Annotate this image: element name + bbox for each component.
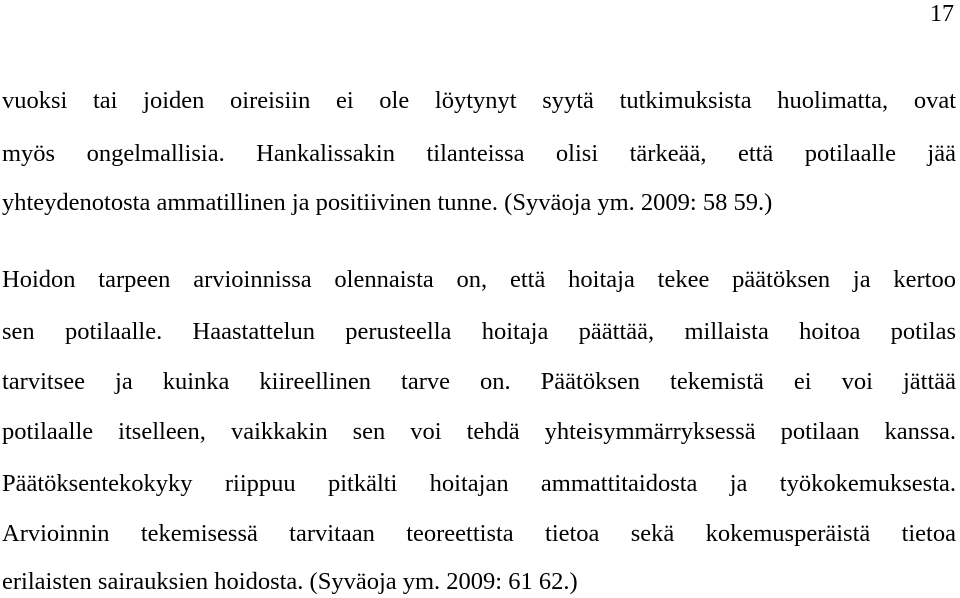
page-number: 17 xyxy=(930,1,954,27)
text-line: sen potilaalle. Haastattelun perusteella hoitaja päättää, millaista hoitoa potilas xyxy=(2,318,956,345)
text-line: Arvioinnin tekemisessä tarvitaan teoreettista tietoa sekä kokemusperäistä tietoa xyxy=(2,520,956,547)
text-line: erilaisten sairauksien hoidosta. (Syväoja ym. 2009: 61 62.) xyxy=(2,568,578,595)
text-line: Hoidon tarpeen arvioinnissa olennaista on, että hoitaja tekee päätöksen ja kertoo xyxy=(2,266,956,293)
text-line: yhteydenotosta ammatillinen ja positiivinen tunne. (Syväoja ym. 2009: 58 59.) xyxy=(2,189,773,216)
text-line: vuoksi tai joiden oireisiin ei ole löytynyt syytä tutkimuksista huolimatta, ovat xyxy=(2,87,956,114)
text-line: tarvitsee ja kuinka kiireellinen tarve on. Päätöksen tekemistä ei voi jättää xyxy=(2,368,956,395)
text-line: Päätöksentekokyky riippuu pitkälti hoitajan ammattitaidosta ja työkokemuksesta. xyxy=(2,470,956,497)
text-line: potilaalle itselleen, vaikkakin sen voi tehdä yhteisymmärryksessä potilaan kanssa. xyxy=(2,418,956,445)
text-line: myös ongelmallisia. Hankalissakin tilanteissa olisi tärkeää, että potilaalle jää xyxy=(2,140,956,167)
